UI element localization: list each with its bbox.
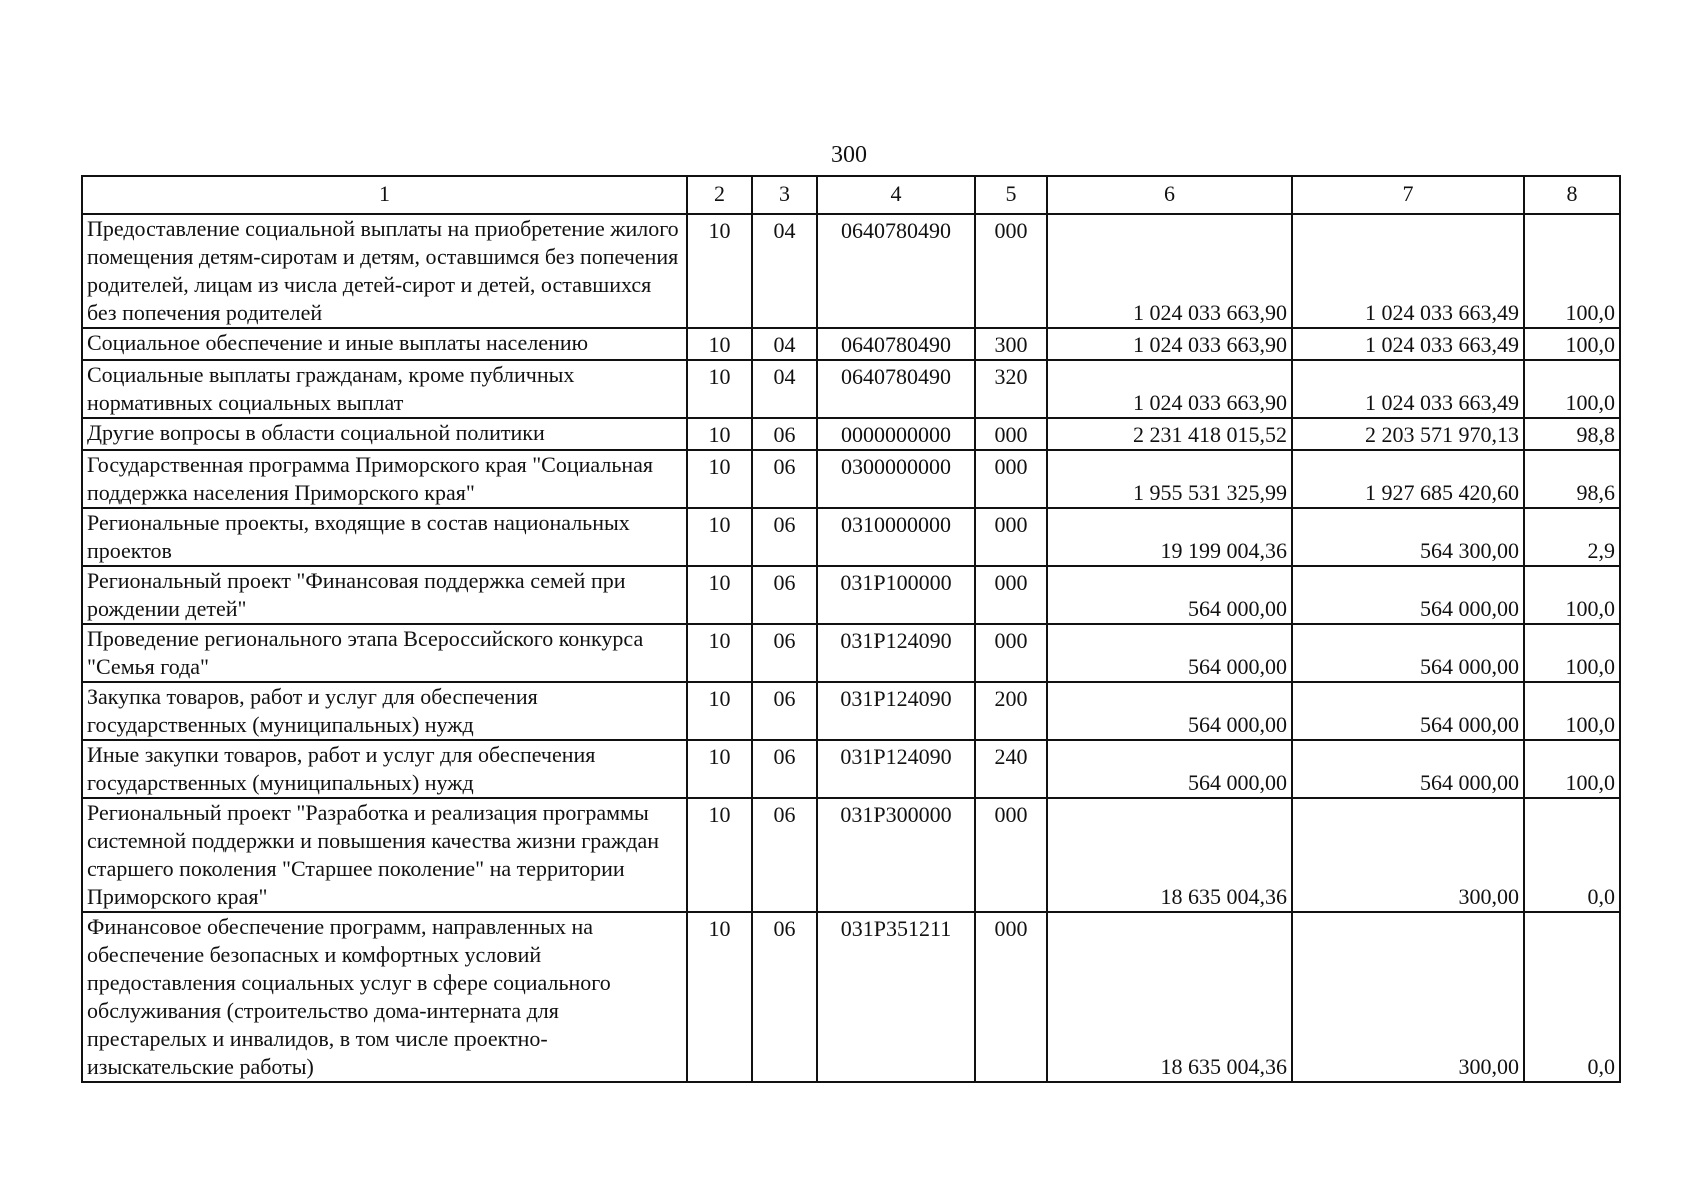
subsection-code: 06 [752, 508, 817, 566]
expense-type-code: 200 [975, 682, 1047, 740]
table-row [82, 682, 1620, 740]
column-header: 8 [1524, 176, 1620, 214]
execution-percent: 100,0 [1524, 740, 1620, 798]
planned-amount: 564 000,00 [1047, 740, 1292, 798]
expense-type-code: 000 [975, 418, 1047, 450]
target-article-code: 0300000000 [817, 450, 975, 508]
planned-amount: 564 000,00 [1047, 624, 1292, 682]
target-article-code: 0640780490 [817, 328, 975, 360]
target-article-code: 0310000000 [817, 508, 975, 566]
execution-percent: 0,0 [1524, 912, 1620, 1082]
table-row [82, 624, 1620, 682]
section-code: 10 [687, 214, 752, 328]
section-code: 10 [687, 682, 752, 740]
target-article-code: 031P351211 [817, 912, 975, 1082]
expense-type-code: 000 [975, 508, 1047, 566]
executed-amount: 564 000,00 [1292, 566, 1524, 624]
executed-amount: 1 024 033 663,49 [1292, 360, 1524, 418]
column-header: 3 [752, 176, 817, 214]
table-row [82, 912, 1620, 1082]
subsection-code: 04 [752, 360, 817, 418]
column-header: 2 [687, 176, 752, 214]
planned-amount: 18 635 004,36 [1047, 912, 1292, 1082]
executed-amount: 564 300,00 [1292, 508, 1524, 566]
table-row [82, 450, 1620, 508]
execution-percent: 98,6 [1524, 450, 1620, 508]
planned-amount: 564 000,00 [1047, 682, 1292, 740]
executed-amount: 1 024 033 663,49 [1292, 214, 1524, 328]
row-name: Социальное обеспечение и иные выплаты населению [82, 328, 687, 360]
section-code: 10 [687, 740, 752, 798]
subsection-code: 06 [752, 450, 817, 508]
row-name: Иные закупки товаров, работ и услуг для обеспечения государственных (муниципальных) нужд [82, 740, 687, 798]
row-name: Региональный проект "Финансовая поддержка семей при рождении детей" [82, 566, 687, 624]
subsection-code: 06 [752, 798, 817, 912]
execution-percent: 100,0 [1524, 214, 1620, 328]
executed-amount: 2 203 571 970,13 [1292, 418, 1524, 450]
target-article-code: 031P100000 [817, 566, 975, 624]
expense-type-code: 000 [975, 450, 1047, 508]
table-row [82, 508, 1620, 566]
expense-type-code: 300 [975, 328, 1047, 360]
planned-amount: 1 024 033 663,90 [1047, 360, 1292, 418]
row-name: Финансовое обеспечение программ, направленных на обеспечение безопасных и комфортных условий предоставления социальных услуг в сфере социального обслуживания (строительство дома-интерната для престарелых и инвалидов, в том числе проектно-изыскательские работы) [82, 912, 687, 1082]
subsection-code: 04 [752, 328, 817, 360]
executed-amount: 564 000,00 [1292, 740, 1524, 798]
row-name: Государственная программа Приморского края "Социальная поддержка населения Приморского края" [82, 450, 687, 508]
expense-type-code: 320 [975, 360, 1047, 418]
table-row [82, 418, 1620, 450]
table-row [82, 798, 1620, 912]
planned-amount: 564 000,00 [1047, 566, 1292, 624]
table-row [82, 360, 1620, 418]
column-header: 4 [817, 176, 975, 214]
subsection-code: 06 [752, 566, 817, 624]
section-code: 10 [687, 508, 752, 566]
section-code: 10 [687, 418, 752, 450]
section-code: 10 [687, 912, 752, 1082]
executed-amount: 564 000,00 [1292, 624, 1524, 682]
planned-amount: 18 635 004,36 [1047, 798, 1292, 912]
target-article-code: 0640780490 [817, 214, 975, 328]
executed-amount: 1 024 033 663,49 [1292, 328, 1524, 360]
target-article-code: 031P124090 [817, 682, 975, 740]
section-code: 10 [687, 798, 752, 912]
column-header: 1 [82, 176, 687, 214]
expense-type-code: 000 [975, 912, 1047, 1082]
subsection-code: 06 [752, 740, 817, 798]
expense-type-code: 000 [975, 624, 1047, 682]
page-number: 300 [831, 142, 867, 168]
execution-percent: 98,8 [1524, 418, 1620, 450]
planned-amount: 1 024 033 663,90 [1047, 214, 1292, 328]
execution-percent: 100,0 [1524, 624, 1620, 682]
expense-type-code: 240 [975, 740, 1047, 798]
row-name: Закупка товаров, работ и услуг для обеспечения государственных (муниципальных) нужд [82, 682, 687, 740]
subsection-code: 04 [752, 214, 817, 328]
executed-amount: 564 000,00 [1292, 682, 1524, 740]
execution-percent: 100,0 [1524, 360, 1620, 418]
expense-type-code: 000 [975, 798, 1047, 912]
row-name: Региональные проекты, входящие в состав национальных проектов [82, 508, 687, 566]
target-article-code: 031P124090 [817, 624, 975, 682]
subsection-code: 06 [752, 682, 817, 740]
table-row [82, 214, 1620, 328]
section-code: 10 [687, 624, 752, 682]
planned-amount: 1 024 033 663,90 [1047, 328, 1292, 360]
row-name: Социальные выплаты гражданам, кроме публичных нормативных социальных выплат [82, 360, 687, 418]
target-article-code: 031P124090 [817, 740, 975, 798]
execution-percent: 2,9 [1524, 508, 1620, 566]
executed-amount: 300,00 [1292, 912, 1524, 1082]
subsection-code: 06 [752, 418, 817, 450]
row-name: Региональный проект "Разработка и реализация программы системной поддержки и повышения качества жизни граждан старшего поколения "Старшее поколение" на территории Приморского края" [82, 798, 687, 912]
header-row [82, 176, 1620, 214]
table-row [82, 740, 1620, 798]
target-article-code: 0640780490 [817, 360, 975, 418]
planned-amount: 19 199 004,36 [1047, 508, 1292, 566]
expense-type-code: 000 [975, 214, 1047, 328]
expense-type-code: 000 [975, 566, 1047, 624]
table-row [82, 328, 1620, 360]
target-article-code: 031P300000 [817, 798, 975, 912]
row-name: Другие вопросы в области социальной политики [82, 418, 687, 450]
column-header: 5 [975, 176, 1047, 214]
column-header: 6 [1047, 176, 1292, 214]
planned-amount: 2 231 418 015,52 [1047, 418, 1292, 450]
section-code: 10 [687, 360, 752, 418]
subsection-code: 06 [752, 624, 817, 682]
section-code: 10 [687, 450, 752, 508]
column-header: 7 [1292, 176, 1524, 214]
executed-amount: 300,00 [1292, 798, 1524, 912]
execution-percent: 100,0 [1524, 566, 1620, 624]
execution-percent: 100,0 [1524, 328, 1620, 360]
row-name: Проведение регионального этапа Всероссийского конкурса "Семья года" [82, 624, 687, 682]
executed-amount: 1 927 685 420,60 [1292, 450, 1524, 508]
subsection-code: 06 [752, 912, 817, 1082]
target-article-code: 0000000000 [817, 418, 975, 450]
execution-percent: 0,0 [1524, 798, 1620, 912]
budget-table [81, 175, 1621, 1083]
planned-amount: 1 955 531 325,99 [1047, 450, 1292, 508]
execution-percent: 100,0 [1524, 682, 1620, 740]
table-row [82, 566, 1620, 624]
section-code: 10 [687, 566, 752, 624]
row-name: Предоставление социальной выплаты на приобретение жилого помещения детям-сиротам и детям, оставшимся без попечения родителей, лицам из числа детей-сирот и детей, оставшихся без попечения родителей [82, 214, 687, 328]
section-code: 10 [687, 328, 752, 360]
